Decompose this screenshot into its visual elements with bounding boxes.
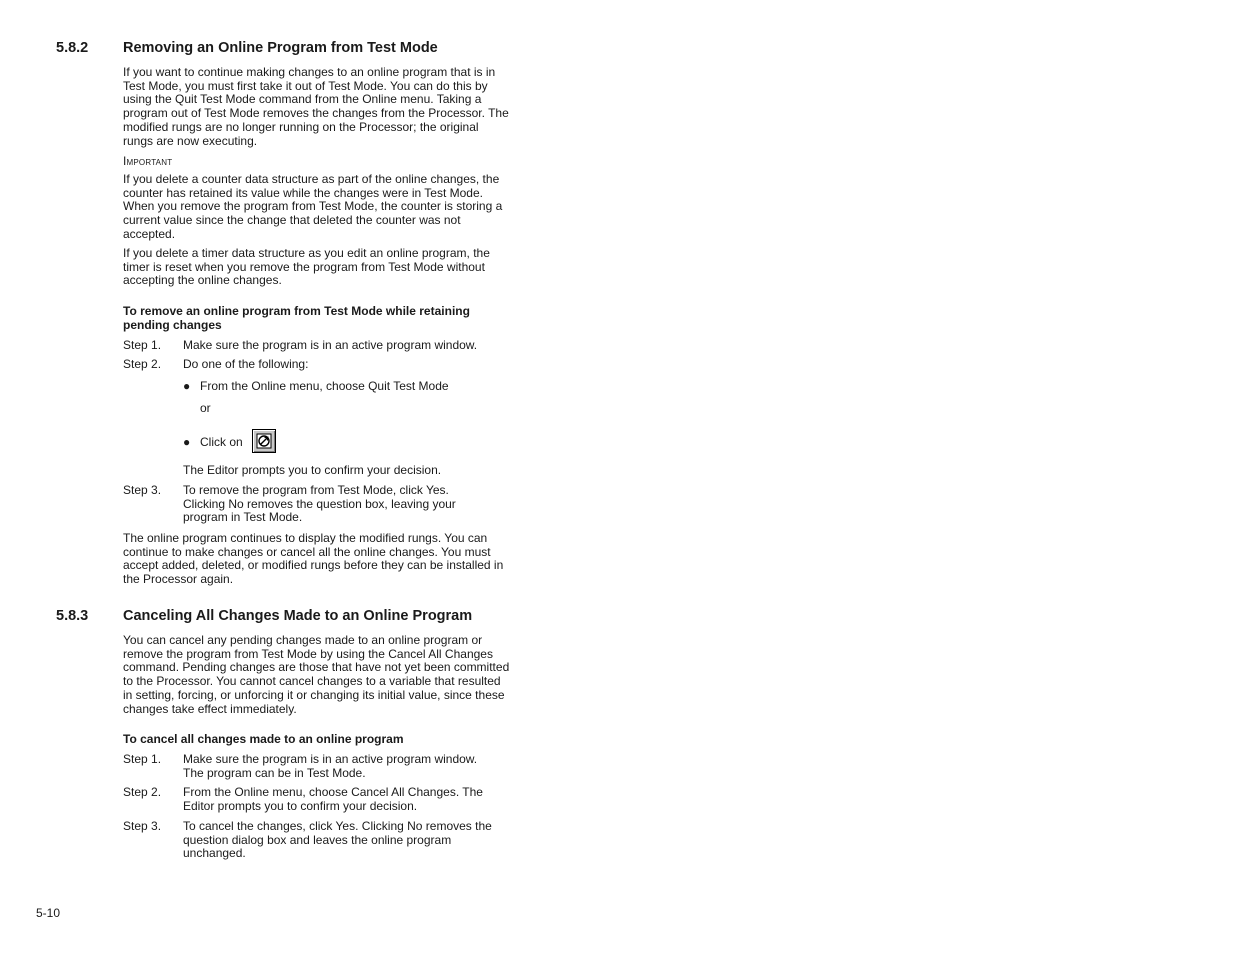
closing-paragraph: The online program continues to display the modified rungs. You can continue to make changes or cancel all the online changes. You must accept added, deleted, or modified rungs before they can be installed in the Processor again. — [123, 531, 504, 587]
or-text: or — [200, 401, 211, 415]
step-label: Step 2. — [123, 357, 162, 371]
step-label: Step 2. — [123, 785, 162, 799]
page-number: 5-10 — [36, 906, 61, 920]
step-text: Do one of the following: — [183, 357, 309, 371]
section-number: 5.8.3 — [56, 608, 89, 624]
bullet-text: From the Online menu, choose Quit Test Mode — [200, 379, 449, 393]
bullet-dot: ● — [183, 379, 191, 393]
quit-test-mode-button[interactable] — [252, 429, 276, 453]
step-text: To remove the program from Test Mode, click Yes. Clicking No removes the question box, leaving your program in Test Mode. — [183, 483, 456, 525]
step-label: Step 3. — [123, 483, 162, 497]
bullet-text: Click on — [200, 435, 243, 449]
confirm-text: The Editor prompts you to confirm your decision. — [183, 463, 442, 477]
important-label: Important — [123, 154, 173, 168]
step-label: Step 1. — [123, 338, 162, 352]
section-number: 5.8.2 — [56, 40, 89, 56]
step-text: To cancel the changes, click Yes. Clicking No removes the question dialog box and leaves the online program unchanged. — [183, 819, 492, 861]
quit-test-mode-icon — [256, 433, 272, 449]
step-label: Step 3. — [123, 819, 162, 833]
bullet-dot: ● — [183, 435, 191, 449]
step-text: Make sure the program is in an active program window. The program can be in Test Mode. — [183, 752, 478, 780]
step-text: From the Online menu, choose Cancel All Changes. The Editor prompts you to confirm your decision. — [183, 785, 483, 813]
procedure-heading: To remove an online program from Test Mode while retaining pending changes — [123, 304, 470, 332]
step-text: Make sure the program is in an active program window. — [183, 338, 478, 352]
section-intro: You can cancel any pending changes made to an online program or remove the program from Test Mode by using the Cancel All Changes command. Pending changes are those that have not yet been committed to the Processor. You cannot cancel changes to a variable that resulted in setting, forcing, or unforcing it or changing its initial value, since these changes take effect immediately. — [123, 633, 510, 716]
step-label: Step 1. — [123, 752, 162, 766]
important-paragraph-counter: If you delete a counter data structure as part of the online changes, the counter has retained its value while the changes were in Test Mode. When you remove the program from Test Mode, the counter is storing a current value since the change that deleted the counter was not accepted. — [123, 172, 503, 241]
important-paragraph-timer: If you delete a timer data structure as you edit an online program, the timer is reset when you remove the program from Test Mode without accepting the online changes. — [123, 246, 490, 288]
section-title: Canceling All Changes Made to an Online Program — [123, 608, 473, 624]
section-intro: If you want to continue making changes to an online program that is in Test Mode, you must first take it out of Test Mode. You can do this by using the Quit Test Mode command from the Online menu. Taking a program out of Test Mode removes the changes from the Processor. The modified rungs are no longer running on the Processor; the original rungs are now executing. — [123, 65, 509, 148]
procedure-heading: To cancel all changes made to an online program — [123, 732, 404, 746]
section-title: Removing an Online Program from Test Mode — [123, 40, 438, 56]
